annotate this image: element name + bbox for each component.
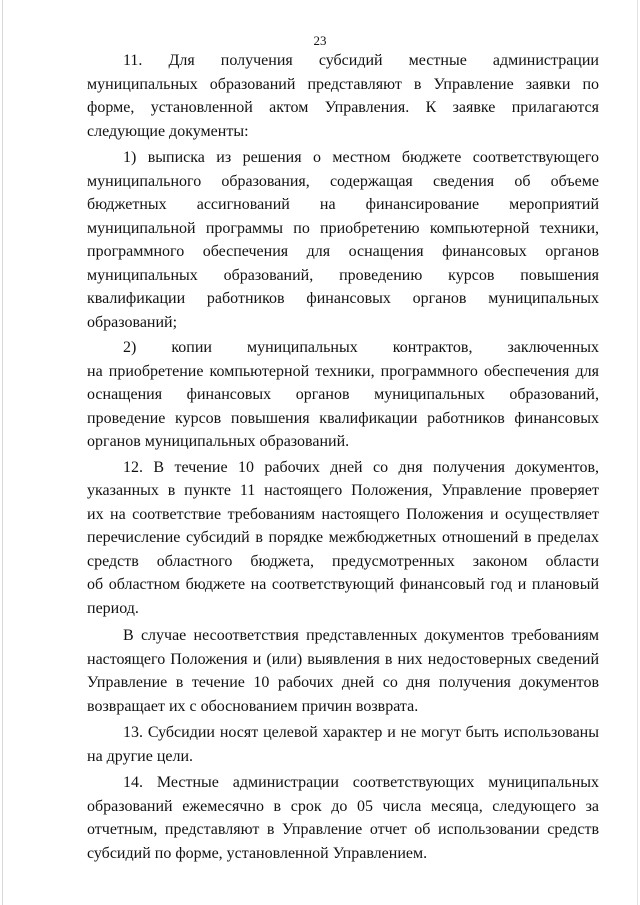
list-item-1 xyxy=(87,146,599,334)
text-line: на приобретение компьютерной техники, программного обеспечения для xyxy=(87,362,599,380)
text-line: отчетным, представляют в Управление отчет об использовании средств xyxy=(87,821,599,838)
text-line: муниципального образования, содержащая сведения об объеме xyxy=(87,172,599,190)
paragraph-14 xyxy=(87,771,599,865)
text-line: В случае несоответствия представленных документов требованиям xyxy=(123,627,599,644)
text-line: субсидий по форме, установленной Управлением. xyxy=(87,844,428,862)
text-line: настоящего Положения и (или) выявления в них недостоверных сведений xyxy=(87,650,599,668)
text-line: возвращает их с обоснованием причин возврата. xyxy=(87,697,419,715)
text-line: форме, установленной актом Управления. К заявке прилагаются xyxy=(87,99,599,116)
text-line: следующие документы: xyxy=(87,122,249,140)
text-line: оснащения финансовых органов муниципальных образований, xyxy=(87,386,599,403)
text-line: 14. Местные администрации соответствующих муниципальных xyxy=(123,774,599,791)
text-line: муниципальной программы по приобретению компьютерной техники, xyxy=(87,219,599,237)
text-line: органов муниципальных образований. xyxy=(87,433,350,450)
page-number: 23 xyxy=(313,33,327,48)
text-line: указанных в пункте 11 настоящего Положения, Управление проверяет xyxy=(87,482,599,499)
text-line: 2) копии муниципальных контрактов, заключенных xyxy=(123,339,599,356)
text-line: период. xyxy=(87,599,139,617)
paragraph-11 xyxy=(87,49,599,143)
paragraph-noncompliance xyxy=(87,624,599,718)
text-line: на другие цели. xyxy=(87,747,194,765)
text-line: их на соответствие требованиям настоящего Положения и осуществляет xyxy=(87,505,599,523)
text-line: квалификации работников финансовых органов муниципальных xyxy=(87,290,599,307)
text-line: проведение курсов повышения квалификации работников финансовых xyxy=(87,409,599,427)
scan-edge-left xyxy=(2,0,3,905)
text-line: муниципальных образований, проведению курсов повышения xyxy=(87,266,599,284)
scan-edge-right xyxy=(637,0,638,905)
paragraph-12 xyxy=(87,456,599,621)
list-item-2 xyxy=(87,336,599,454)
text-line: об областном бюджете на соответствующий финансовый год и плановый xyxy=(87,576,599,593)
paragraph-13 xyxy=(87,721,599,768)
text-line: 11. Для получения субсидий местные администрации xyxy=(123,52,599,69)
text-line: программного обеспечения для оснащения финансовых органов xyxy=(87,243,599,260)
text-line: 12. В течение 10 рабочих дней со дня получения документов, xyxy=(123,458,599,476)
document-body xyxy=(87,49,599,865)
text-line: 13. Субсидии носят целевой характер и не могут быть использованы xyxy=(123,724,599,741)
text-line: средств областного бюджета, предусмотренных законом области xyxy=(87,552,599,570)
text-line: 1) выписка из решения о местном бюджете соответствующего xyxy=(123,149,599,166)
text-line: муниципальных образований представляют в Управление заявки по xyxy=(87,75,599,93)
text-line: образований; xyxy=(87,313,178,331)
text-line: перечисление субсидий в порядке межбюджетных отношений в пределах xyxy=(87,529,599,546)
text-line: образований ежемесячно в срок до 05 числа месяца, следующего за xyxy=(87,797,599,815)
text-line: бюджетных ассигнований на финансирование мероприятий xyxy=(87,196,599,213)
text-line: Управление в течение 10 рабочих дней со дня получения документов xyxy=(87,674,599,691)
